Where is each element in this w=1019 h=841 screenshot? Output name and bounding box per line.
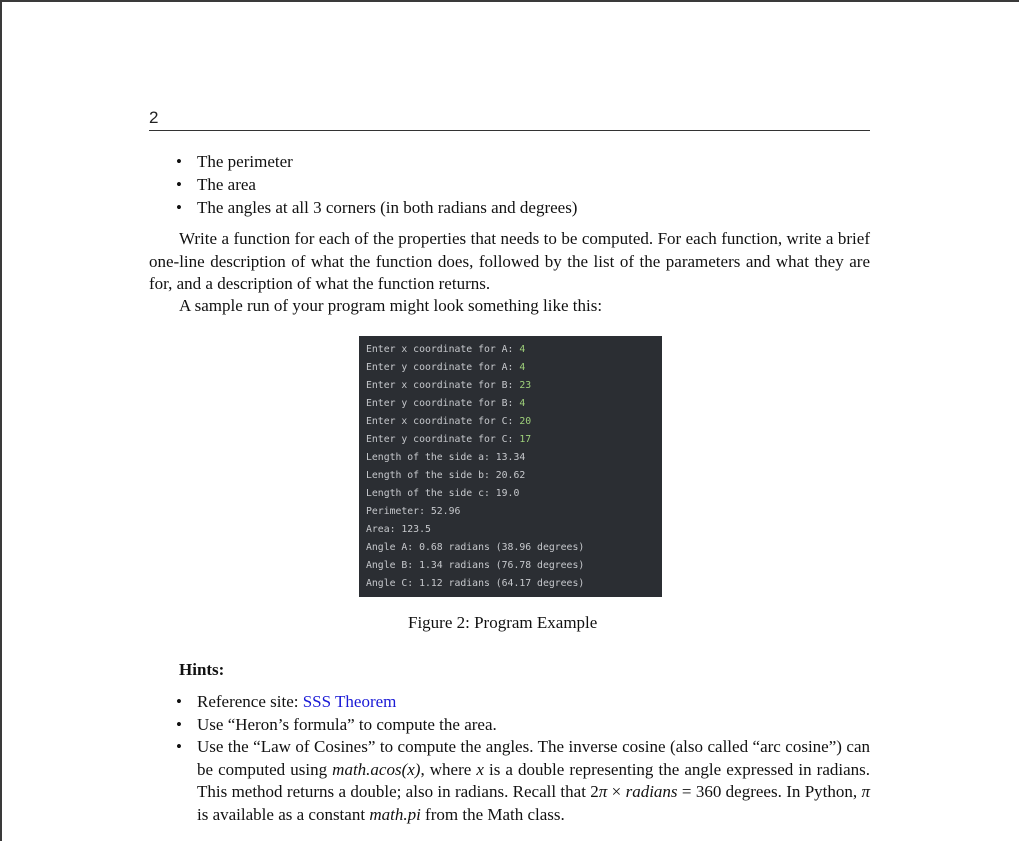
terminal-line: Length of the side b: 20.62 (366, 470, 526, 481)
terminal-line: Length of the side c: 19.0 (366, 488, 520, 499)
terminal-line: Enter x coordinate for A: 4 (366, 344, 526, 355)
bullet-icon: • (176, 198, 182, 217)
terminal-line: Perimeter: 52.96 (366, 506, 461, 517)
terminal-line: Enter y coordinate for B: 4 (366, 398, 526, 409)
instructions-paragraph: Write a function for each of the properties that needs to be computed. For each function, write a brief one-line description of what the function does, followed by the list of the parameters and what they are for, and a description of what the function returns. (149, 229, 870, 293)
terminal-screenshot (359, 336, 662, 597)
list-item: • The angles at all 3 corners (in both radians and degrees) (176, 198, 578, 217)
terminal-line: Enter x coordinate for C: 20 (366, 416, 532, 427)
sss-theorem-link[interactable]: SSS Theorem (302, 692, 397, 711)
header-rule (149, 130, 870, 131)
property-list (176, 150, 577, 219)
bullet-icon: • (176, 692, 182, 711)
list-item: • Use “Heron’s formula” to compute the area. (176, 714, 870, 737)
figure-caption: Figure 2: Program Example (408, 613, 598, 632)
bullet-icon: • (176, 714, 182, 734)
sample-run-intro: A sample run of your program might look something like this: (179, 296, 603, 315)
terminal-line: Angle A: 0.68 radians (38.96 degrees) (366, 542, 585, 553)
hints-list (176, 691, 870, 826)
terminal-line: Enter x coordinate for B: 23 (366, 380, 532, 391)
page-frame-left (0, 0, 2, 841)
terminal-line: Length of the side a: 13.34 (366, 452, 526, 463)
bullet-icon: • (176, 175, 182, 194)
hints-heading: Hints: (179, 660, 225, 679)
terminal-line: Angle B: 1.34 radians (76.78 degrees) (366, 560, 585, 571)
page-frame-top (0, 0, 1019, 2)
list-item: • Use the “Law of Cosines” to compute the angles. The inverse cosine (also called “arc cosine”) can be computed using math.acos(x), where x is a double representing the angle expressed in radians. This method returns a double; also in radians. Recall that 2π × radians = 360 degrees. In Python, π is available as a constant math.pi from the Math class. (176, 737, 871, 824)
bullet-icon: • (176, 152, 182, 171)
terminal-line: Enter y coordinate for C: 17 (366, 434, 532, 445)
terminal-line: Angle C: 1.12 radians (64.17 degrees) (366, 578, 585, 589)
page-number: 2 (149, 108, 159, 127)
list-item: • Reference site: SSS Theorem (176, 691, 870, 714)
terminal-line: Area: 123.5 (366, 524, 431, 535)
list-item: • The perimeter (176, 152, 293, 171)
list-item: • The area (176, 175, 256, 194)
terminal-line: Enter y coordinate for A: 4 (366, 362, 526, 373)
bullet-icon: • (176, 737, 182, 756)
